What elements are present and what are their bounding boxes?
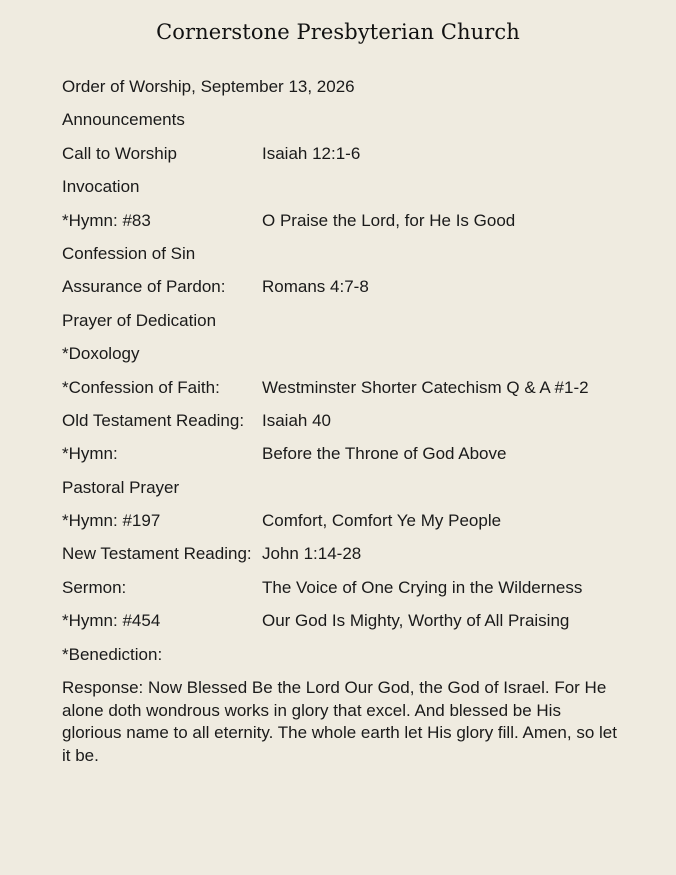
order-of-worship	[62, 76, 622, 767]
worship-item-label: Prayer of Dedication	[62, 310, 217, 330]
response-paragraph: Response: Now Blessed Be the Lord Our God, the God of Israel. For He alone doth wondrous works in glory that excel. And blessed be His glorious name to all eternity. The whole earth let His glory fill. Amen, so let it be.	[62, 678, 617, 765]
worship-item	[62, 577, 622, 610]
worship-item-detail	[262, 243, 622, 276]
worship-item-detail: John 1:14-28	[262, 544, 362, 564]
worship-item-detail: Isaiah 40	[262, 410, 331, 430]
worship-item-detail: Comfort, Comfort Ye My People	[262, 511, 502, 531]
worship-item-detail	[262, 176, 622, 209]
worship-item-label: Call to Worship	[62, 143, 177, 163]
worship-item-label: Announcements	[62, 110, 185, 130]
worship-item-label: Assurance of Pardon:	[62, 277, 226, 297]
worship-item	[62, 109, 622, 142]
worship-item	[62, 543, 622, 576]
worship-item-detail: Westminster Shorter Catechism Q & A #1-2	[262, 377, 589, 397]
worship-item-label: Pastoral Prayer	[62, 477, 180, 497]
worship-item	[62, 343, 622, 376]
worship-item-label: *Hymn: #197	[62, 511, 161, 531]
order-of-worship-heading: Order of Worship, September 13, 2026	[62, 77, 355, 96]
worship-item-label: *Hymn: #83	[62, 210, 151, 230]
worship-item-label: *Benediction:	[62, 644, 163, 664]
worship-item-label: Invocation	[62, 177, 140, 197]
worship-item	[62, 510, 622, 543]
worship-item-label: *Hymn: #454	[62, 611, 161, 631]
worship-item	[62, 644, 622, 677]
worship-item-detail	[262, 477, 622, 510]
worship-item	[62, 276, 622, 309]
worship-item	[62, 610, 622, 643]
worship-item-detail: Before the Throne of God Above	[262, 444, 507, 464]
worship-item-detail	[262, 310, 622, 343]
worship-item-label: *Hymn:	[62, 444, 118, 464]
worship-item	[62, 243, 622, 276]
worship-item-detail	[262, 644, 622, 677]
church-name-title: Cornerstone Presbyterian Church	[156, 20, 520, 44]
worship-item-detail: Our God Is Mighty, Worthy of All Praising	[262, 611, 570, 631]
worship-item-label: *Doxology	[62, 344, 140, 364]
worship-item	[62, 176, 622, 209]
worship-item	[62, 443, 622, 476]
worship-item-label: New Testament Reading:	[62, 544, 252, 564]
worship-item-detail	[262, 343, 622, 376]
worship-item-label: Old Testament Reading:	[62, 410, 245, 430]
worship-item-detail: Romans 4:7-8	[262, 277, 369, 297]
worship-item-detail: The Voice of One Crying in the Wilderness	[262, 577, 583, 597]
worship-item	[62, 210, 622, 243]
worship-item-detail	[262, 109, 622, 142]
worship-item	[62, 477, 622, 510]
worship-item-detail: O Praise the Lord, for He Is Good	[262, 210, 516, 230]
worship-item	[62, 377, 622, 410]
worship-item	[62, 143, 622, 176]
worship-item-detail: Isaiah 12:1-6	[262, 143, 361, 163]
worship-item	[62, 310, 622, 343]
worship-item-label: *Confession of Faith:	[62, 377, 220, 397]
worship-item	[62, 410, 622, 443]
worship-item-label: Sermon:	[62, 577, 127, 597]
worship-item-label: Confession of Sin	[62, 243, 196, 263]
